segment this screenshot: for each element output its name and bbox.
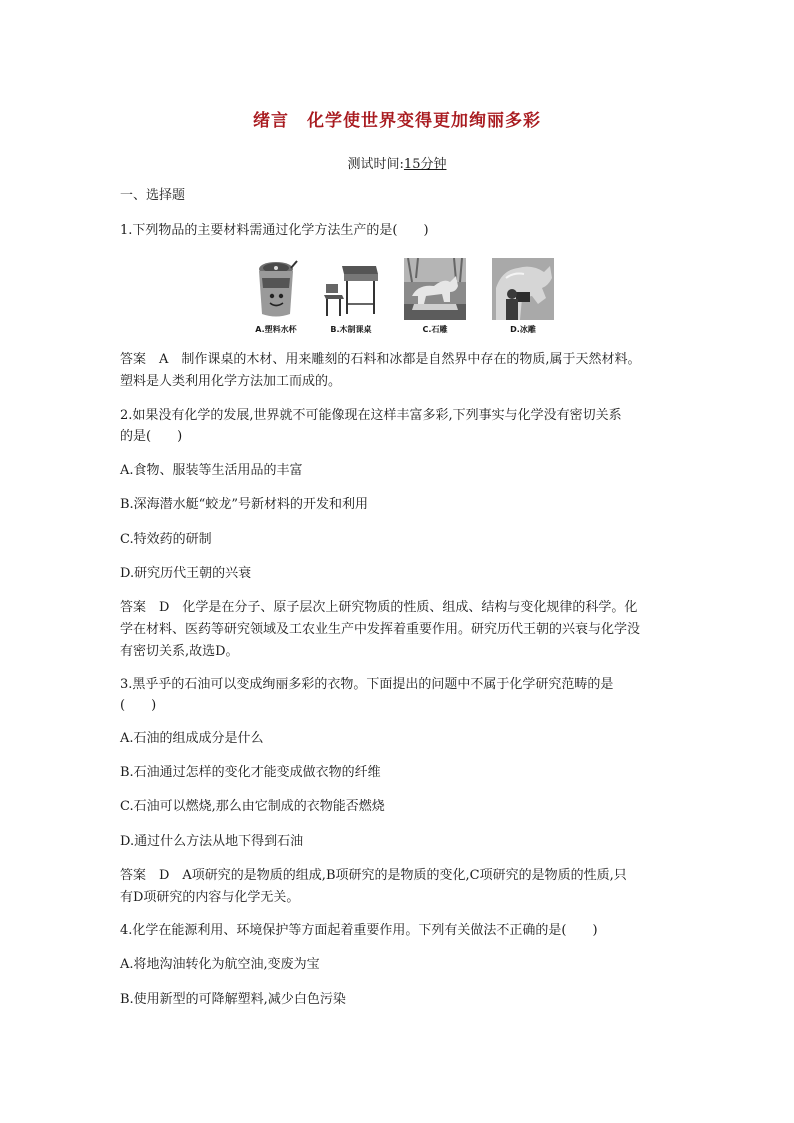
question-2-option-b: B.深海潜水艇“蛟龙”号新材料的开发和利用 (120, 497, 368, 512)
question-1-stem: 1.下列物品的主要材料需通过化学方法生产的是( ) (120, 223, 429, 238)
caption-a: A.塑料水杯 (255, 325, 297, 334)
question-2-answer-line-2: 学在材料、医药等研究领域及工农业生产中发挥着重要作用。研究历代王朝的兴衰与化学没 (120, 622, 641, 637)
caption-d: D.冰雕 (510, 325, 536, 334)
question-4-option-b: B.使用新型的可降解塑料,减少白色污染 (120, 992, 346, 1007)
question-3-option-c: C.石油可以燃烧,那么由它制成的衣物能否燃烧 (120, 799, 385, 814)
question-3-option-d: D.通过什么方法从地下得到石油 (120, 834, 304, 849)
question-2-option-c: C.特效药的研制 (120, 532, 212, 547)
question-2-option-d: D.研究历代王朝的兴衰 (120, 566, 252, 581)
question-2-stem-line-2: 的是( ) (120, 429, 183, 444)
caption-c: C.石雕 (422, 325, 448, 334)
plastic-cup-image (245, 258, 307, 320)
question-2-stem-line-1: 2.如果没有化学的发展,世界就不可能像现在这样丰富多彩,下列事实与化学没有密切关系 (120, 408, 622, 423)
section-heading: 一、选择题 (120, 188, 186, 203)
question-1-answer-line-1: 答案 A 制作课桌的木材、用来雕刻的石料和冰都是自然界中存在的物质,属于天然材料。 (120, 352, 641, 367)
question-2-answer-line-3: 有密切关系,故选D。 (120, 644, 239, 659)
question-3-option-b: B.石油通过怎样的变化才能变成做衣物的纤维 (120, 765, 381, 780)
question-3-stem-line-1: 3.黑乎乎的石油可以变成绚丽多彩的衣物。下面提出的问题中不属于化学研究范畴的是 (120, 677, 614, 692)
question-2-option-a: A.食物、服装等生活用品的丰富 (120, 463, 303, 478)
test-time-value: 15分钟 (403, 157, 447, 172)
wooden-desk-image (320, 258, 382, 320)
question-3-stem-line-2: ( ) (120, 698, 157, 713)
question-1-answer-line-2: 塑料是人类利用化学方法加工而成的。 (120, 374, 342, 389)
question-3-answer-line-1: 答案 D A项研究的是物质的组成,B项研究的是物质的变化,C项研究的是物质的性质,只 (120, 868, 627, 883)
question-3-answer-line-2: 有D项研究的内容与化学无关。 (120, 890, 300, 905)
stone-carving-image (404, 258, 466, 320)
document-title: 绪言 化学使世界变得更加绚丽多彩 (253, 111, 541, 131)
caption-b: B.木制课桌 (330, 325, 372, 334)
test-time-label: 测试时间: (347, 157, 404, 172)
question-3-option-a: A.石油的组成成分是什么 (120, 731, 264, 746)
question-4-stem: 4.化学在能源利用、环境保护等方面起着重要作用。下列有关做法不正确的是( ) (120, 923, 598, 938)
question-2-answer-line-1: 答案 D 化学是在分子、原子层次上研究物质的性质、组成、结构与变化规律的科学。化 (120, 600, 638, 615)
question-4-option-a: A.将地沟油转化为航空油,变废为宝 (120, 957, 320, 972)
question-1-images (238, 258, 568, 340)
ice-sculpture-image (492, 258, 554, 320)
test-time (0, 153, 794, 172)
